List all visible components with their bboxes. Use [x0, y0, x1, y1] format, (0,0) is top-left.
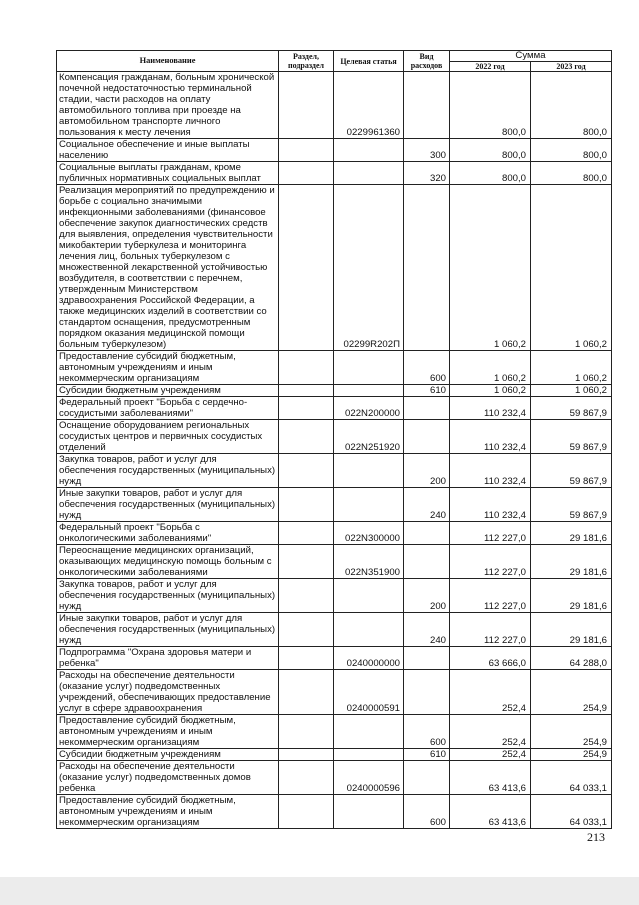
row-sum-2022: 1 060,2: [450, 351, 531, 385]
table-row: [57, 72, 612, 139]
row-sum-2023: 64 033,1: [531, 795, 612, 829]
table-row: [57, 579, 612, 613]
row-section: [279, 420, 334, 454]
row-sum-2023: 29 181,6: [531, 579, 612, 613]
table-row: [57, 613, 612, 647]
row-name: Расходы на обеспечение деятельности (оказание услуг) подведомственных домов ребенка: [57, 761, 279, 795]
row-expense-type: [404, 545, 450, 579]
row-sum-2022: 252,4: [450, 715, 531, 749]
table-row: [57, 454, 612, 488]
row-section: [279, 139, 334, 162]
row-name: Иные закупки товаров, работ и услуг для обеспечения государственных (муниципальных) нужд: [57, 488, 279, 522]
row-expense-type: [404, 397, 450, 420]
row-name: Субсидии бюджетным учреждениям: [57, 385, 279, 397]
row-section: [279, 162, 334, 185]
row-section: [279, 545, 334, 579]
row-target-code: [334, 385, 404, 397]
col-type-header: Вид расходов: [404, 51, 450, 72]
table-row: [57, 749, 612, 761]
row-sum-2023: 59 867,9: [531, 420, 612, 454]
row-target-code: 022N200000: [334, 397, 404, 420]
row-sum-2023: 29 181,6: [531, 613, 612, 647]
table-row: [57, 162, 612, 185]
row-section: [279, 715, 334, 749]
row-sum-2022: 63 413,6: [450, 761, 531, 795]
row-name: Предоставление субсидий бюджетным, автономным учреждениям и иным некоммерческим организациям: [57, 715, 279, 749]
row-target-code: [334, 351, 404, 385]
col-2022-header: 2022 год: [450, 62, 531, 72]
row-name: Закупка товаров, работ и услуг для обеспечения государственных (муниципальных) нужд: [57, 454, 279, 488]
row-expense-type: [404, 647, 450, 670]
row-sum-2022: 112 227,0: [450, 579, 531, 613]
row-sum-2022: 800,0: [450, 139, 531, 162]
row-name: Реализация мероприятий по предупреждению и борьбе с социально значимыми инфекционными заболеваниями (финансовое обеспечение закупок диагностических средств для выявления, определения чувствительности микобактерии туберкулеза и мониторинга лечения лиц, больных туберкулезом с множественной лекарственной устойчивостью возбудителя, в соответствии с перечнем, утвержденным Министерством здравоохранения Российской Федерации, а также медицинских изделий в соответствии со стандартом оснащения, предусмотренным порядком оказания медицинской помощи больным туберкулезом): [57, 185, 279, 351]
row-expense-type: 300: [404, 139, 450, 162]
row-sum-2023: 1 060,2: [531, 351, 612, 385]
table-row: [57, 397, 612, 420]
row-expense-type: 200: [404, 454, 450, 488]
table-row: [57, 420, 612, 454]
row-sum-2022: 112 227,0: [450, 522, 531, 545]
row-sum-2023: 800,0: [531, 139, 612, 162]
row-sum-2022: 63 666,0: [450, 647, 531, 670]
scan-bottom-band: [0, 877, 639, 905]
table-row: [57, 488, 612, 522]
row-name: Расходы на обеспечение деятельности (оказание услуг) подведомственных учреждений, обеспечивающих предоставление услуг в сфере здравоохранения: [57, 670, 279, 715]
table-row: [57, 522, 612, 545]
row-expense-type: [404, 522, 450, 545]
row-section: [279, 522, 334, 545]
row-section: [279, 613, 334, 647]
table-row: [57, 185, 612, 351]
table-row: [57, 761, 612, 795]
row-sum-2022: 800,0: [450, 72, 531, 139]
row-expense-type: 240: [404, 488, 450, 522]
row-name: Социальные выплаты гражданам, кроме публичных нормативных социальных выплат: [57, 162, 279, 185]
budget-table: [56, 50, 612, 829]
table-row: [57, 139, 612, 162]
row-sum-2023: 800,0: [531, 72, 612, 139]
row-sum-2022: 63 413,6: [450, 795, 531, 829]
row-target-code: 0240000591: [334, 670, 404, 715]
row-expense-type: 610: [404, 385, 450, 397]
row-section: [279, 488, 334, 522]
row-sum-2023: 59 867,9: [531, 397, 612, 420]
row-name: Закупка товаров, работ и услуг для обеспечения государственных (муниципальных) нужд: [57, 579, 279, 613]
header-row: [57, 51, 612, 62]
row-name: Оснащение оборудованием региональных сосудистых центров и первичных сосудистых отделений: [57, 420, 279, 454]
row-target-code: [334, 613, 404, 647]
row-section: [279, 454, 334, 488]
row-expense-type: 200: [404, 579, 450, 613]
table-row: [57, 545, 612, 579]
col-sum-header: Сумма: [450, 51, 612, 62]
col-section-header: Раздел, подраздел: [279, 51, 334, 72]
row-expense-type: [404, 420, 450, 454]
row-sum-2023: 59 867,9: [531, 454, 612, 488]
row-sum-2023: 254,9: [531, 715, 612, 749]
col-target-header: Целевая статья: [334, 51, 404, 72]
row-sum-2022: 1 060,2: [450, 385, 531, 397]
row-sum-2023: 64 033,1: [531, 761, 612, 795]
row-sum-2022: 1 060,2: [450, 185, 531, 351]
row-target-code: [334, 795, 404, 829]
row-section: [279, 397, 334, 420]
row-sum-2022: 252,4: [450, 670, 531, 715]
row-target-code: [334, 749, 404, 761]
row-section: [279, 72, 334, 139]
table-row: [57, 647, 612, 670]
row-section: [279, 647, 334, 670]
row-expense-type: 600: [404, 795, 450, 829]
row-sum-2023: 29 181,6: [531, 522, 612, 545]
row-sum-2022: 112 227,0: [450, 613, 531, 647]
row-section: [279, 351, 334, 385]
row-target-code: 022N300000: [334, 522, 404, 545]
row-name: Компенсация гражданам, больным хронической почечной недостаточностью терминальной стадии, части расходов на оплату автомобильного топлива при проезде на автомобильном транспорте личного пользования к месту лечения: [57, 72, 279, 139]
row-sum-2023: 29 181,6: [531, 545, 612, 579]
row-sum-2023: 254,9: [531, 670, 612, 715]
row-sum-2023: 64 288,0: [531, 647, 612, 670]
budget-table-sheet: [56, 50, 611, 829]
row-sum-2022: 110 232,4: [450, 420, 531, 454]
row-sum-2023: 59 867,9: [531, 488, 612, 522]
row-target-code: [334, 139, 404, 162]
row-name: Субсидии бюджетным учреждениям: [57, 749, 279, 761]
table-body: [57, 72, 612, 829]
row-section: [279, 670, 334, 715]
row-target-code: 022N351900: [334, 545, 404, 579]
row-section: [279, 749, 334, 761]
row-target-code: 02299R202П: [334, 185, 404, 351]
row-target-code: 0229961360: [334, 72, 404, 139]
row-name: Предоставление субсидий бюджетным, автономным учреждениям и иным некоммерческим организациям: [57, 795, 279, 829]
row-name: Подпрограмма "Охрана здоровья матери и ребенка": [57, 647, 279, 670]
row-target-code: [334, 162, 404, 185]
row-name: Федеральный проект "Борьба с сердечно-сосудистыми заболеваниями": [57, 397, 279, 420]
row-expense-type: 600: [404, 715, 450, 749]
row-target-code: 0240000596: [334, 761, 404, 795]
row-name: Федеральный проект "Борьба с онкологическими заболеваниями": [57, 522, 279, 545]
row-name: Социальное обеспечение и иные выплаты населению: [57, 139, 279, 162]
row-expense-type: 320: [404, 162, 450, 185]
row-sum-2022: 110 232,4: [450, 488, 531, 522]
row-sum-2022: 800,0: [450, 162, 531, 185]
row-name: Переоснащение медицинских организаций, оказывающих медицинскую помощь больным с онкологическими заболеваниями: [57, 545, 279, 579]
row-target-code: [334, 454, 404, 488]
row-sum-2022: 110 232,4: [450, 397, 531, 420]
row-expense-type: 600: [404, 351, 450, 385]
row-expense-type: [404, 72, 450, 139]
row-expense-type: 240: [404, 613, 450, 647]
row-section: [279, 795, 334, 829]
table-row: [57, 351, 612, 385]
page-number: 213: [587, 830, 605, 844]
row-section: [279, 185, 334, 351]
table-row: [57, 715, 612, 749]
row-expense-type: [404, 670, 450, 715]
row-target-code: 0240000000: [334, 647, 404, 670]
row-section: [279, 761, 334, 795]
row-sum-2022: 110 232,4: [450, 454, 531, 488]
row-expense-type: 610: [404, 749, 450, 761]
table-row: [57, 385, 612, 397]
row-sum-2022: 112 227,0: [450, 545, 531, 579]
row-section: [279, 385, 334, 397]
row-sum-2023: 254,9: [531, 749, 612, 761]
row-target-code: [334, 488, 404, 522]
row-sum-2023: 1 060,2: [531, 185, 612, 351]
row-target-code: [334, 579, 404, 613]
row-name: Иные закупки товаров, работ и услуг для обеспечения государственных (муниципальных) нужд: [57, 613, 279, 647]
table-row: [57, 795, 612, 829]
row-expense-type: [404, 761, 450, 795]
row-sum-2023: 1 060,2: [531, 385, 612, 397]
row-target-code: [334, 715, 404, 749]
row-section: [279, 579, 334, 613]
row-target-code: 022N251920: [334, 420, 404, 454]
row-sum-2022: 252,4: [450, 749, 531, 761]
col-2023-header: 2023 год: [531, 62, 612, 72]
table-row: [57, 670, 612, 715]
row-expense-type: [404, 185, 450, 351]
row-name: Предоставление субсидий бюджетным, автономным учреждениям и иным некоммерческим организациям: [57, 351, 279, 385]
col-name-header: Наименование: [57, 51, 279, 72]
row-sum-2023: 800,0: [531, 162, 612, 185]
